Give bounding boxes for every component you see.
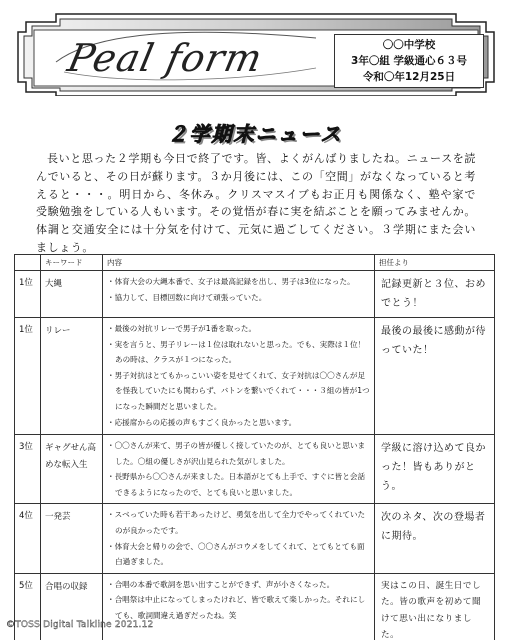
content-item: ・最後の対抗リレーで男子が1番を取った。 (107, 324, 257, 333)
comment-cell: 最後の最後に感動が待っていた！ (375, 318, 495, 435)
comment-cell: 学級に溶け込めて良かった！皆もありがとう。 (375, 435, 495, 504)
keyword-cell: 一発芸 (41, 504, 103, 573)
content-item: ・体育大会と帰りの会で、〇〇さんがコウメをしてくれて、とてもとても面白過ぎました。 (107, 541, 365, 567)
comment-cell: 記録更新と３位、おめでとう！ (375, 271, 495, 318)
content-item: ・協力して、目標回数に向けて頑張っていた。 (107, 292, 267, 302)
table-row (15, 318, 495, 435)
header-comment: 担任より (375, 255, 495, 271)
school-name: 〇〇中学校 (382, 39, 436, 51)
intro-paragraph: 長いと思った２学期も今日で終了です。皆、よくがんばりましたね。ニュースを読んでいると、その日が蘇ります。３か月後には、この「空間」がなくなっていると考えると・・・。明日から、冬休み。クリスマスイブもお正月も関係なく、塾や家で受験勉強をしている人もいます。その覚悟が春に実を結ぶことを願ってみませんか。体調と交通安全には十分気を付けて、元気に過ごしてください。３学期にまた会いましょう。 (36, 152, 476, 254)
content-item: ・長野県から〇〇さんが来ました。日本語がとても上手で、すぐに皆と会話できるようになったので、とても良いと思いました。 (107, 472, 366, 497)
rank-cell: 1位 (15, 271, 41, 318)
comment-cell: 次のネタ、次の登場者に期待。 (375, 504, 495, 573)
content-item: ・実を言うと、男子リレーは１位は取れないと思った。でも、実際は１位！あの時は、クラスが１つになった。 (107, 339, 366, 365)
table-row (15, 435, 495, 504)
rank-cell: 1位 (15, 318, 41, 435)
content-item: ・スベっていた時も若干あったけど、勇気を出して全力でやってくれていたのが良かったです。 (107, 510, 366, 535)
table-row (15, 271, 495, 318)
keyword-cell: ギャグせん高めな転入生 (41, 435, 103, 504)
content-cell (103, 271, 375, 318)
content-cell (103, 504, 375, 573)
content-item: ・合唱祭は中止になってしまったけれど、皆で歌えて楽しかった。それにしても、歌詞間違え過ぎだったね。笑 (107, 595, 366, 620)
keyword-cell: リレー (41, 318, 103, 435)
logo-wordmark: Peal form (63, 36, 267, 80)
comment-cell: 実はこの日、誕生日でした。皆の歌声を初めて聞けて思い出になりました。 (375, 573, 495, 640)
issue-date: 令和〇年12月25日 (362, 71, 456, 83)
school-info-box (334, 34, 484, 88)
content-item: ・〇〇さんが来て、男子の皆が優しく接していたのが、とても良いと思いました。〇組の優しさが沢山見られた気がしました。 (107, 441, 366, 466)
content-item: ・体育大会の大縄本番で、女子は最高記録を出し、男子は3位になった。 (107, 277, 355, 286)
copyright-credit: ©TOSS Digital Talkline 2021.12 (6, 620, 154, 630)
content-item: ・男子対抗はとてもかっこいい姿を見せてくれて、女子対抗は〇〇さんが足を怪我していたにも関わらず、バトンを繋いでくれて・・・３組の皆が1つになった瞬間だと思いました。 (107, 370, 370, 411)
rank-cell: 5位 (15, 573, 41, 640)
table-header-row (15, 255, 495, 271)
content-cell (103, 318, 375, 435)
content-item: ・合唱の本番で歌詞を思い出すことができず、声が小さくなった。 (107, 579, 335, 589)
masthead (16, 12, 496, 96)
header-keyword: キーワード (41, 255, 103, 271)
rank-cell: 3位 (15, 435, 41, 504)
header-rank (15, 255, 41, 271)
header-content: 内容 (103, 255, 375, 271)
rank-cell: 4位 (15, 504, 41, 573)
news-ranking-table (14, 254, 495, 640)
table-row (15, 504, 495, 573)
class-newsletter-info: 3年〇組 学級通心６３号 (351, 55, 467, 67)
keyword-cell: 合唱の収録 (41, 573, 103, 640)
content-item: ・応援席からの応援の声もすごく良かったと思います。 (107, 417, 297, 427)
newsletter-headline: ２学期末ニュース (167, 122, 343, 146)
keyword-cell: 大縄 (41, 271, 103, 318)
content-cell (103, 435, 375, 504)
